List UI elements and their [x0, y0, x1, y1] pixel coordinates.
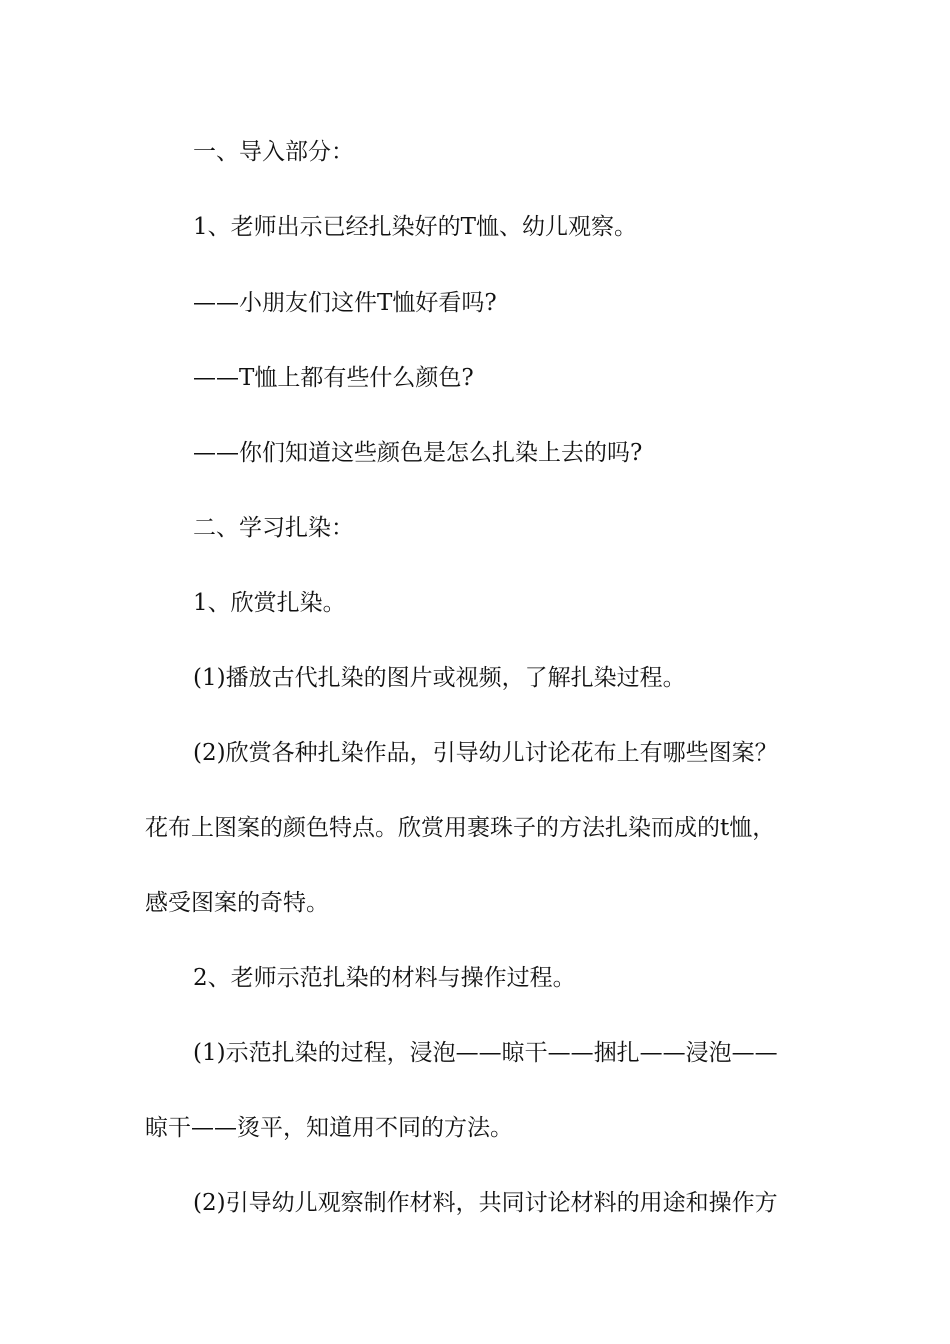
- paragraph-line: (1)播放古代扎染的图片或视频，了解扎染过程。: [193, 665, 686, 691]
- paragraph-line: 1、欣赏扎染。: [193, 590, 346, 616]
- section-heading-learning: 二、学习扎染：: [193, 515, 354, 541]
- paragraph-line: 花布上图案的颜色特点。欣赏用裹珠子的方法扎染而成的t恤，: [145, 815, 776, 841]
- paragraph-line: (1)示范扎染的过程，浸泡——晾干——捆扎——浸泡——: [193, 1040, 778, 1066]
- section-heading-intro: 一、导入部分：: [193, 139, 354, 165]
- paragraph-line: (2)欣赏各种扎染作品，引导幼儿讨论花布上有哪些图案？: [193, 740, 778, 766]
- paragraph-line: 感受图案的奇特。: [145, 890, 329, 916]
- paragraph-line: ——你们知道这些颜色是怎么扎染上去的吗?: [193, 440, 643, 466]
- paragraph-line: (2)引导幼儿观察制作材料，共同讨论材料的用途和操作方: [193, 1190, 778, 1216]
- paragraph-line: 晾干——烫平，知道用不同的方法。: [145, 1115, 513, 1141]
- paragraph-line: 1、老师出示已经扎染好的T恤、幼儿观察。: [193, 214, 637, 240]
- paragraph-line: ——小朋友们这件T恤好看吗?: [193, 290, 497, 316]
- paragraph-line: 2、老师示范扎染的材料与操作过程。: [193, 965, 576, 991]
- paragraph-line: ——T恤上都有些什么颜色?: [193, 365, 474, 391]
